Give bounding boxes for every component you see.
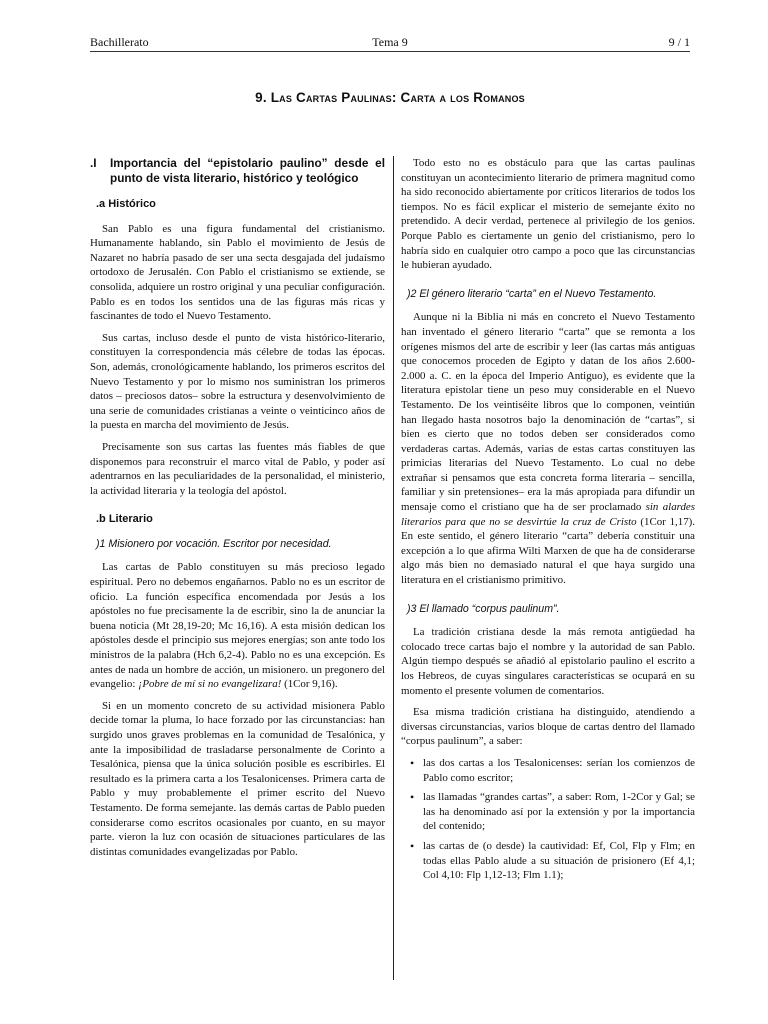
subheading-literario: .b Literario [96, 513, 153, 526]
list-item: • las llamadas “grandes cartas”, a saber: Rom, 1-2Cor y Gal; se las ha denominado así por la extensión y por la importancia del contenido; [423, 790, 695, 834]
header-page-number: 9 / 1 [668, 34, 690, 49]
paragraph: La tradición cristiana desde la más remota antigüedad ha colocado trece cartas bajo el nombre y la autoridad de san Pablo. Algún tiempo después se añadió al epistolario paulino el escrito a los Hebreos, de cuyas singulares características se ocupará en su momento el presente volumen de comentarios. [401, 626, 695, 697]
list-item: • las dos cartas a los Tesalonicenses: serían los comienzos de Pablo como escritor; [423, 756, 695, 785]
page-title: 9. Las Cartas Paulinas: Carta a los Romanos [255, 90, 525, 105]
paragraph: Esa misma tradición cristiana ha distinguido, atendiendo a diversas circunstancias, varios bloque de cartas dentro del llamado “corpus paulinum”, a saber: [401, 706, 695, 748]
subsection-heading-genero-carta: )2 El género literario “carta” en el Nuevo Testamento. [407, 287, 657, 300]
header-course: Bachillerato [90, 34, 149, 49]
header-rule [90, 51, 690, 52]
paragraph: Precisamente son sus cartas las fuentes más fiables de que disponemos para reconstruir el marco vital de Pablo, y poder así adentrarnos en las peculiaridades de la personalidad, el ministerio, la actividad literaria y la teología del apóstol. [90, 440, 385, 497]
list-item: • las cartas de (o desde) la cautividad: Ef, Col, Flp y Flm; en todas ellas Pablo alude a su situación de prisionero (Ef 4,1; Col 4,10: Flp 1,12-13; Flm 1.1); [423, 839, 695, 883]
paragraph: Todo esto no es obstáculo para que las cartas paulinas constituyan un acontecimiento literario de primera magnitud como ha sido reconocido abiertamente por críticos literarios de todos los tiempos. No es fácil explicar el misterio de semejante éxito no pretendido. A decir verdad, pertenece al privilegio de los genios. Porque Pablo es ciertamente un genio del cristianismo, pero lo habría sido en cualquier otro campo a poco que las circunstancias le hubieran ayudado. [401, 157, 695, 272]
paragraph: San Pablo es una figura fundamental del cristianismo. Humanamente hablando, sin Pablo el movimiento de Jesús de Nazaret no habría pasado de ser una secta desgajada del judaísmo ortodoxo de Jerusalén. Con Pablo el cristianismo se extiende, se consolida, adquiere un rostro original y una peculiar configuración. Pablo es en todos los sentidos una de las figuras más ricas y fascinantes de todo el Nuevo Testamento. [90, 222, 385, 323]
section-number: .I [90, 156, 97, 170]
left-column [90, 156, 385, 866]
section-heading [90, 156, 385, 185]
section-title: Importancia del “epistolario paulino” desde el punto de vista literario, histórico y teológico [110, 156, 385, 185]
subsection-heading-misionero: )1 Misionero por vocación. Escritor por necesidad. [96, 537, 332, 550]
paragraph: Si en un momento concreto de su actividad misionera Pablo decide tomar la pluma, lo hace forzado por las circunstancias: han surgido unos graves problemas en la comunidad de Tesalónica, y ante la imposibilidad de trasladarse personalmente de Corinto a Tesalónica, piensa que la única solución posible es escribirles. El resultado es la primera carta a los Tesalonicenses. Primera carta de Pablo y muy probablemente el primer escrito del Nuevo Testamento. De forma semejante. las demás cartas de Pablo pueden considerarse como escritos ocasionales por cuanto, en su mayor parte. vieron la luz con ocasión de situaciones particulares de las distintas comunidades evangelizadas por Pablo. [90, 699, 385, 858]
quote-italic: ¡Pobre de mí si no evangelizara! [138, 678, 282, 691]
quote-italic: sin alardes literarios para que no se desvirtúe la cruz de Cristo [401, 501, 695, 528]
paragraph: Sus cartas, incluso desde el punto de vista histórico-literario, constituyen la correspondencia más célebre de todas las épocas. Son, además, cronológicamente hablando, los primeros escritos del Nuevo Testamento y por lo mismo nos suministran los primeros datos – preciosos datos– sobre la estructura y desenvolvimiento de una serie de comunidades cristianas a veinte o veinticinco años de la puesta en marcha del movimiento de Jesús. [90, 331, 385, 432]
header-topic: Tema 9 [372, 34, 408, 49]
subsection-heading-corpus-paulinum: )3 El llamado “corpus paulinum”. [407, 602, 560, 615]
paragraph: Las cartas de Pablo constituyen su más precioso legado espiritual. Pero no debemos engañarnos. Pablo no es un escritor de oficio. La función específica encomendada por Jesús a los apóstoles no fue precisamente la de escribir, sino la de anunciar la buena noticia (Mt 28,19-20; Mc 16,16). A esta misión dedican los apóstoles desde el principio sus mejores energías; son ante todo los ministros de la palabra (Hch 6,2-4). Pablo no es una excepción. Es antes de nada un hombre de acción, un misionero. un pregonero del evangelio: ¡Pobre de mí si no evangelizara! (1Cor 9,16). [90, 561, 385, 691]
right-column [401, 156, 695, 888]
column-divider [393, 156, 394, 980]
paragraph: Aunque ni la Biblia ni más en concreto el Nuevo Testamento han inventado el género literario “carta” que se remonta a los orígenes mismos del arte de escribir y leer (las cartas más antiguas que conocemos proceden de Egipto y datan de los años 2.600-2.000 a. C. en la época del Imperio Antiguo), es evidente que la literatura epistolar tiene un peso muy considerable en el Nuevo Testamento. De los veintiséite libros que lo componen, veintiún han llegado hasta nosotros bajo la denominación de “cartas”, si bien es cierto que no todos deben ser considerados como verdaderas cartas. Además, varias de estas cartas constituyen las primicias literarias del Nuevo Testamento. Lo cual no debe extrañar si pensamos que esta concreta forma literaria – sencilla, familiar y sin pretensiones– era la más apropiada para difundir un mensaje como el cristiano que ha de ser proclamado sin alardes literarios para que no se desvirtúe la cruz de Cristo (1Cor 1,17). En este sentido, el género literario “carta” debería constituir una excepción a lo que afirma Wilti Marxen de que ha de considerarse algo más bien no demasiado natural el que haya surgido una literatura en el cristianismo primitivo. [401, 311, 695, 587]
subheading-historico: .a Histórico [96, 198, 156, 210]
page-header [90, 32, 690, 52]
bullet-list [401, 756, 695, 883]
